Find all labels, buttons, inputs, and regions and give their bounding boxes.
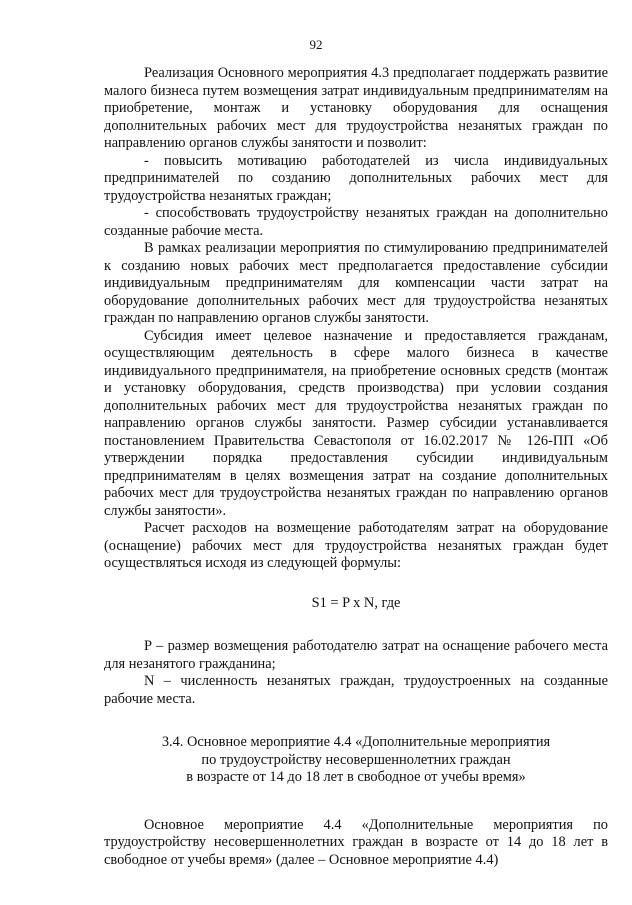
paragraph-calculation: Расчет расходов на возмещение работодателям затрат на оборудование (оснащение) рабочих мест для трудоустройства незанятых граждан будет осуществляться исходя из следующей формулы: [104,520,608,571]
definition-n: N – численность незанятых граждан, трудоустроенных на созданные рабочие места. [104,673,608,707]
section-heading-line-1: 3.4. Основное мероприятие 4.4 «Дополнительные мероприятия [161,734,551,750]
paragraph-subsidy-scope: В рамках реализации мероприятия по стимулированию предпринимателей к созданию новых рабочих мест предполагается предоставление субсидии индивидуальным предпринимателям для компенсации части затрат на оборудование дополнительных рабочих мест для трудоустройства незанятых граждан по направлению органов службы занятости. [104,240,608,326]
paragraph-final: Основное мероприятие 4.4 «Дополнительные мероприятия по трудоустройству несовершеннолетних граждан в возрасте от 14 до 18 лет в свободное от учебы время» (далее – Основное мероприятие 4.4) [104,816,608,868]
paragraph-subsidy-purpose: Субсидия имеет целевое назначение и предоставляется гражданам, осуществляющим деятельность в сфере малого бизнеса в качестве индивидуального предпринимателя, на приобретение основных средств (монтаж и установку оборудования, средств производства) при условии создания дополнительных рабочих мест для трудоустройства незанятых граждан по направлению органов службы занятости. Размер субсидии устанавливается постановлением Правительства Севастополя от 16.02.2017 № 126-ПП «Об утверждении порядка предоставления субсидии индивидуальным предпринимателям в целях возмещения затрат на создание дополнительных рабочих мест для трудоустройства незанятых граждан по направлению органов службы занятости». [104,327,608,519]
formula: S1 = P x N, где [311,594,401,611]
body-text [104,65,608,869]
section-heading [104,734,608,787]
paragraph-bullet-1: - повысить мотивацию работодателей из числа индивидуальных предпринимателей по созданию дополнительных рабочих мест для трудоустройства незанятых граждан; [104,152,608,204]
definition-p: P – размер возмещения работодателю затрат на оснащение рабочего места для незанятого гражданина; [104,638,608,672]
paragraph-bullet-2: - способствовать трудоустройству незанятых граждан на дополнительно созданные рабочие места. [104,205,608,239]
section-heading-line-3: в возрасте от 14 до 18 лет в свободное от учебы время» [186,769,526,785]
section-heading-line-2: по трудоустройству несовершеннолетних граждан [201,751,511,768]
page-number: 92 [309,37,323,52]
paragraph-intro: Реализация Основного мероприятия 4.3 предполагает поддержать развитие малого бизнеса путем возмещения затрат индивидуальным предпринимателям на приобретение, монтаж и установку оборудования для оснащения дополнительных рабочих мест для трудоустройства незанятых граждан по направлению органов службы занятости и позволит: [104,65,608,151]
